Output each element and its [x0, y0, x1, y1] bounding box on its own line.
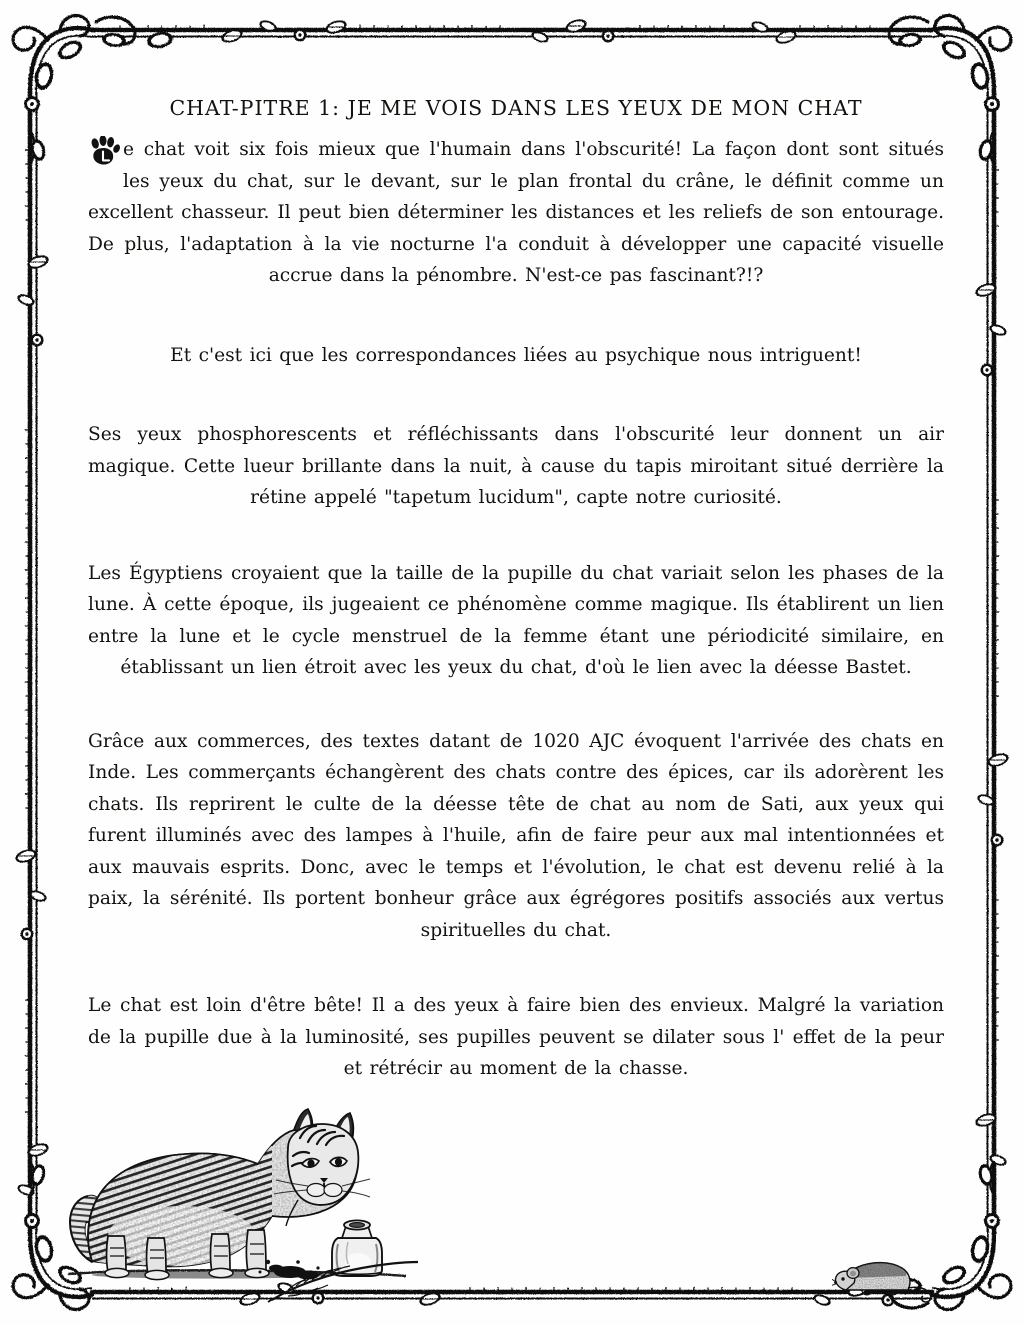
paragraph-spacer [88, 946, 944, 990]
paragraph-3: Ses yeux phosphorescents et réfléchissants dans l'obscurité leur donnent un air magique. Cette lueur brillante dans la nuit, à cause du tapis miroitant situé derrière la rétine appelé "tapetum lucidum", capte notre curiosité. [88, 424, 944, 508]
paw-print-dropcap [88, 136, 122, 166]
paragraph-1-text: e chat voit six fois mieux que l'humain dans l'obscurité! La façon dont sont situés les yeux du chat, sur le devant, sur le plan frontal du crâne, le définit comme un excellent chasseur. Il peut bien déterminer les distances et les reliefs de son entourage. De plus, l'adaptation à la vie nocturne l'a conduit à développer une capacité visuelle accrue dans la pénombre. N'est-ce pas fascinant?!? [88, 139, 944, 286]
paragraph-spacer [88, 514, 944, 558]
paragraph-2: Et c'est ici que les correspondances liées au psychique nous intriguent! [170, 344, 862, 366]
paragraph-4: Les Égyptiens croyaient que la taille de la pupille du chat variait selon les phases de la lune. À cette époque, ils jugeaient ce phénomène comme magique. Ils établirent un lien entre la lune et le cycle menstruel de la femme étant une périodicité similaire, en établissant un lien étroit avec les yeux du chat, d'où le lien avec la déesse Bastet. [88, 562, 944, 678]
paragraph-spacer [88, 684, 944, 726]
paragraph-spacer [88, 292, 944, 340]
paragraph-1 [88, 134, 944, 292]
paragraph-6: Le chat est loin d'être bête! Il a des yeux à faire bien des envieux. Malgré la variation de la pupille due à la luminosité, ses pupilles peuvent se dilater sous l' effet de la peur et rétrécir au moment de la chasse. [88, 995, 944, 1079]
document-body [88, 96, 944, 1085]
mouse-on-border [832, 1252, 942, 1306]
paragraph-spacer [88, 371, 944, 419]
inkwell-with-quill [332, 1220, 382, 1276]
engraved-tabby-cat [62, 1086, 422, 1316]
page-title: CHAT-PITRE 1: JE ME VOIS DANS LES YEUX DE MON CHAT [169, 96, 863, 120]
paragraph-5: Grâce aux commerces, des textes datant de 1020 AJC évoquent l'arrivée des chats en Inde. Les commerçants échangèrent des chats contre des épices, car ils adorèrent les chats. Ils reprirent le culte de la déesse tête de chat au nom de Sati, aux yeux qui furent illuminés avec des lampes à l'huile, afin de faire peur aux mal intentionnées et aux mauvais esprits. Donc, avec le temps et l'évolution, le chat est devenu relié à la paix, la sérénité. Ils portent bonheur grâce aux égrégores positifs associés aux vertus spirituelles du chat. [88, 730, 944, 941]
